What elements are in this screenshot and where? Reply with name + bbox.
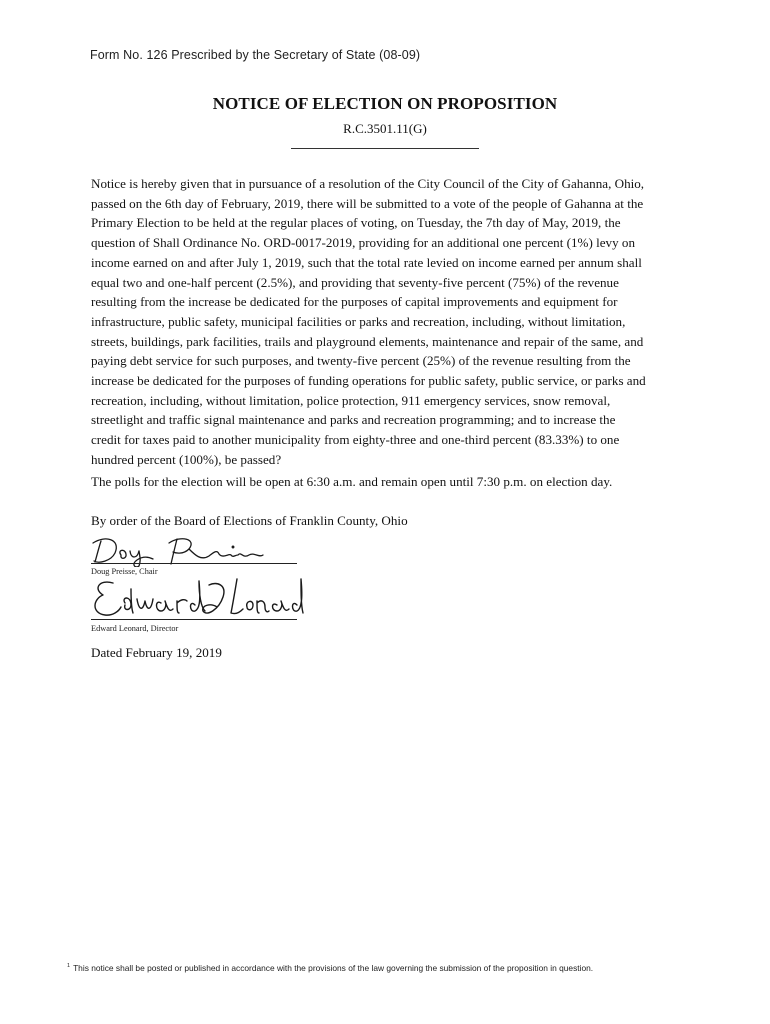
chair-signature-block — [91, 533, 306, 576]
footnote — [67, 963, 593, 973]
chair-signature — [91, 533, 306, 567]
dated-line: Dated February 19, 2019 — [91, 645, 222, 660]
director-name-caption: Edward Leonard, Director — [91, 624, 179, 633]
title-divider — [291, 148, 479, 149]
body-line: equal two and one-half percent (2.5%), and providing that seventy-five percent (75%) of the revenue — [91, 274, 619, 290]
signature-line — [91, 563, 297, 564]
body-line: Primary Election to be held at the regular places of voting, on Tuesday, the 7th day of May, 2019, the — [91, 215, 621, 231]
notice-title: NOTICE OF ELECTION ON PROPOSITION — [212, 94, 558, 113]
director-signature-block — [91, 575, 306, 633]
form-number: Form No. 126 Prescribed by the Secretary of State (08-09) — [90, 48, 421, 62]
statute-reference: R.C.3501.11(G) — [343, 121, 427, 136]
body-line: infrastructure, public safety, municipal facilities or parks and recreation, including, without limitation, — [91, 313, 626, 329]
body-line: credit for taxes paid to another municipality from eighty-three and one-third percent (83.33%) to one — [91, 432, 620, 448]
notice-body — [91, 174, 689, 470]
footnote-marker: 1 — [67, 963, 71, 969]
body-line: income earned on and after July 1, 2019, such that the total rate levied on income earned per annum shall — [91, 254, 642, 270]
body-line: hundred percent (100%), be passed? — [91, 451, 282, 467]
chair-name-caption: Doug Preisse, Chair — [91, 567, 158, 576]
footnote-text: This notice shall be posted or published in accordance with the provisions of the law governing the submission of the proposition in question. — [73, 963, 594, 973]
body-line: passed on the 6th day of February, 2019, there will be submitted to a vote of the people of Gahanna at the — [91, 195, 644, 211]
body-line: streets, buildings, park facilities, trails and playground elements, maintenance and repair of the same, and — [91, 333, 644, 349]
director-signature — [91, 575, 306, 623]
body-line: streetlight and traffic signal maintenance and parks and recreation programming; and to increase the — [91, 412, 616, 428]
polls-hours: The polls for the election will be open at 6:30 a.m. and remain open until 7:30 p.m. on election day. — [91, 474, 613, 489]
body-line: Notice is hereby given that in pursuance of a resolution of the City Council of the City of Gahanna, Ohio, — [91, 176, 645, 191]
by-order-line: By order of the Board of Elections of Franklin County, Ohio — [91, 513, 408, 528]
signature-line — [91, 619, 297, 620]
body-line: increase be dedicated for the purposes of funding operations for public safety, public service, or parks and — [91, 373, 646, 389]
body-line: recreation, including, without limitation, police protection, 911 emergency services, snow removal, — [91, 392, 611, 408]
body-line: paying debt service for such purposes, and twenty-five percent (25%) of the revenue resulting from the — [91, 353, 631, 369]
body-line: resulting from the increase be dedicated for the purposes of capital improvements and equipment for — [91, 294, 618, 310]
body-line: question of Shall Ordinance No. ORD-0017-2019, providing for an additional one percent (1%) levy on — [91, 235, 635, 251]
